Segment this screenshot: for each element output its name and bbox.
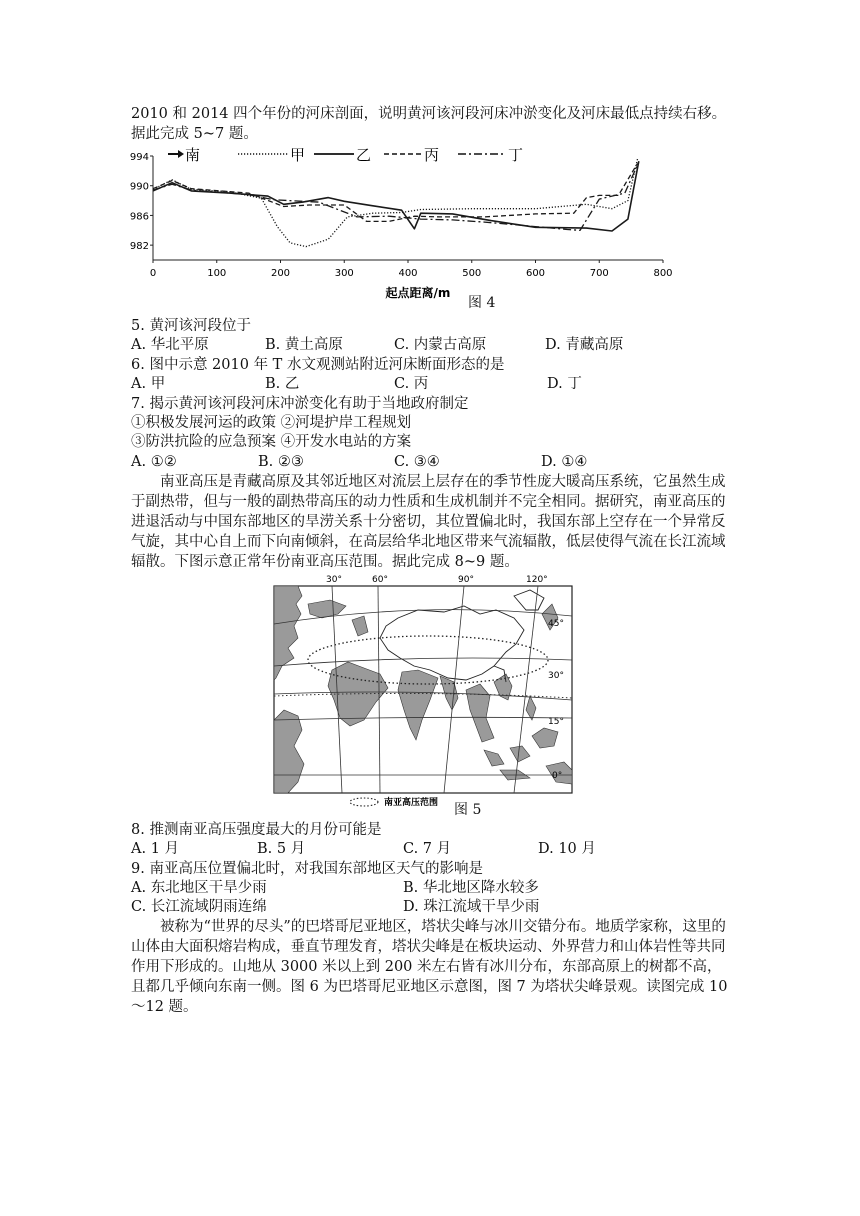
x-tick-label: 300: [334, 268, 354, 279]
lat-label-45: 45°: [548, 619, 564, 629]
river-profile-chart: [128, 146, 688, 306]
x-tick-label: 100: [207, 268, 227, 279]
q5-option-c[interactable]: C. 内蒙古高原: [394, 337, 487, 353]
q8-option-a[interactable]: A. 1 月: [131, 841, 180, 857]
q6-option-a[interactable]: A. 甲: [131, 376, 166, 392]
x-tick-label: 500: [462, 268, 482, 279]
q9-option-b[interactable]: B. 华北地区降水较多: [403, 880, 539, 896]
q7-items-line-1: ①积极发展河运的政策 ②河堤护岸工程规划: [131, 415, 412, 431]
q9-option-d[interactable]: D. 珠江流域干旱少雨: [403, 899, 540, 915]
q6-options: [131, 374, 731, 394]
legend-arrow-head: [178, 150, 184, 158]
lon-label-120: 120°: [526, 575, 548, 585]
q8-option-b[interactable]: B. 5 月: [257, 841, 306, 857]
q6-stem: 6. 图中示意 2010 年 T 水文观测站附近河床断面形态的是: [131, 357, 505, 373]
q5-option-d[interactable]: D. 青藏高原: [545, 337, 624, 353]
q8-stem: 8. 推测南亚高压强度最大的月份可能是: [131, 822, 382, 838]
series-line-丁: [153, 165, 638, 230]
q9-options-row-1: [131, 878, 731, 898]
x-tick-label: 0: [149, 268, 157, 279]
x-tick-label: 800: [653, 268, 673, 279]
figure-4-caption: 图 4: [468, 295, 496, 311]
map-legend-label: 南亚高压范围: [384, 798, 439, 808]
legend-label: 南: [185, 146, 201, 164]
x-tick-label: 600: [525, 268, 546, 279]
q8-option-d[interactable]: D. 10 月: [538, 841, 596, 857]
y-tick-label: 986: [129, 211, 149, 223]
passage-south-asian-high: 南亚高压是青藏高原及其邻近地区对流层上层存在的季节性庞大暖高压系统，它虽然生成于副热带，但与一般的副热带高压的动力性质和生成机制并不完全相同。据研究，南亚高压的进退活动与中国东部地区的旱涝关系十分密切，其位置偏北时，我国东部上空存在一个异常反气旋，其中心自上而下向南倾斜，在高层给华北地区带来气流辐散，低层使得气流在长江流域辐散。下图示意正常年份南亚高压范围。据此完成 8~9 题。: [131, 474, 726, 570]
figure-5-caption: 图 5: [454, 802, 482, 818]
q9-options-row-2: [131, 897, 731, 917]
x-tick-label: 200: [270, 268, 291, 279]
lat-label-15: 15°: [548, 717, 564, 727]
x-tick-label: 400: [398, 268, 418, 279]
q9-option-c[interactable]: C. 长江流域阴雨连绵: [131, 899, 267, 915]
lon-label-90: 90°: [458, 575, 474, 585]
series-line-乙: [153, 161, 639, 231]
q7-option-c[interactable]: C. ③④: [394, 454, 440, 470]
x-tick-label: 700: [589, 268, 609, 279]
x-axis-label: 起点距离/m: [385, 286, 451, 300]
lat-label-0: 0°: [552, 771, 563, 781]
q8-options: [131, 839, 731, 859]
y-tick-label: 990: [129, 181, 149, 193]
q5-stem: 5. 黄河该河段位于: [131, 318, 251, 334]
legend-label: 乙: [356, 146, 372, 164]
q7-option-a[interactable]: A. ①②: [131, 454, 177, 470]
series-line-甲: [153, 159, 638, 247]
south-asian-high-map: [268, 570, 584, 812]
lon-label-30: 30°: [326, 575, 342, 585]
q5-options: [131, 335, 731, 355]
q7-option-b[interactable]: B. ②③: [258, 454, 304, 470]
legend-label: 丁: [508, 146, 524, 164]
q7-options: [131, 452, 731, 472]
legend-label: 丙: [424, 146, 440, 164]
legend-label: 甲: [290, 146, 306, 164]
lon-label-60: 60°: [372, 575, 388, 585]
q5-option-a[interactable]: A. 华北平原: [131, 337, 209, 353]
passage-patagonia: 被称为“世界的尽头”的巴塔哥尼亚地区，塔状尖峰与冰川交错分布。地质学家称，这里的山体由大面积熔岩构成，垂直节理发育，塔状尖峰是在板块运动、外界营力和山体岩性等共同作用下形成的。山地从 3000 米以上到 200 米左右皆有冰川分布，东部高原上的树都不高，且都几乎倾向东南一侧。图 6 为巴塔哥尼亚地区示意图，图 7 为塔状尖峰景观。读图完成 10～12 题。: [131, 919, 728, 1015]
q7-items-line-2: ③防洪抗险的应急预案 ④开发水电站的方案: [131, 434, 412, 450]
q6-option-c[interactable]: C. 丙: [394, 376, 429, 392]
y-tick-label: 994: [129, 152, 149, 163]
q9-stem: 9. 南亚高压位置偏北时，对我国东部地区天气的影响是: [131, 861, 483, 877]
q7-stem: 7. 揭示黄河该河段河床冲淤变化有助于当地政府制定: [131, 396, 469, 412]
q7-option-d[interactable]: D. ①④: [541, 454, 588, 470]
q5-option-b[interactable]: B. 黄土高原: [265, 337, 343, 353]
q8-option-c[interactable]: C. 7 月: [403, 841, 452, 857]
y-tick-label: 982: [129, 241, 149, 253]
intro-line-2: 据此完成 5~7 题。: [131, 126, 258, 142]
intro-line-1: 2010 和 2014 四个年份的河床剖面，说明黄河该河段河床冲淤变化及河床最低点持续右移。: [131, 106, 727, 122]
q6-option-d[interactable]: D. 丁: [547, 376, 582, 392]
q9-option-a[interactable]: A. 东北地区干旱少雨: [131, 880, 267, 896]
lat-label-30: 30°: [548, 671, 564, 681]
legend-dotted-ellipse: [350, 798, 378, 806]
q6-option-b[interactable]: B. 乙: [265, 376, 300, 392]
